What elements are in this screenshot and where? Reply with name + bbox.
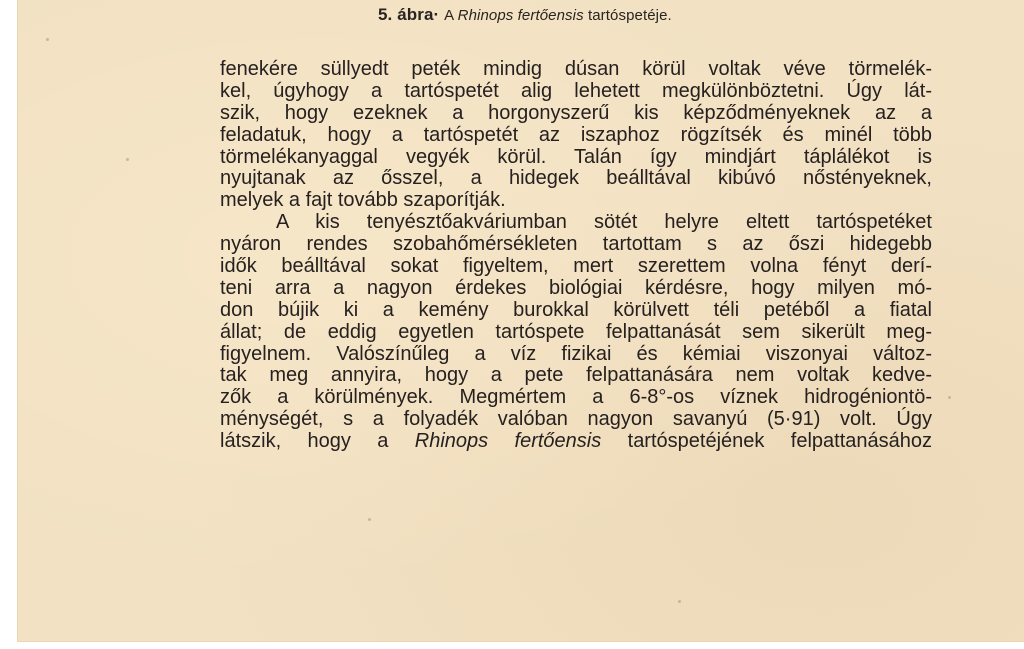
text-line: idők beálltával sokat figyeltem, mert szerettem volna fényt derí-: [220, 255, 932, 278]
text-line: állat; de eddig egyetlen tartóspete felpattanását sem sikerült meg-: [220, 320, 932, 343]
text-line: don bújik ki a kemény burokkal körülvett téli petéből a fiatal: [220, 298, 932, 321]
caption-species: Rhinops fertőensis: [457, 7, 584, 24]
final-line-species: Rhinops fertőensis: [414, 430, 602, 453]
paper-speck: [678, 600, 681, 603]
figure-caption: [378, 5, 798, 25]
paper-speck: [368, 518, 371, 521]
text-line: melyek a fajt tovább szaporítják.: [220, 189, 506, 212]
caption-prefix: A: [444, 7, 458, 24]
text-line: nyujtanak az ősszel, a hidegek beálltával kibúvó nőstényeknek,: [220, 167, 932, 190]
text-line: teni arra a nagyon érdekes biológiai kérdésre, hogy milyen mó-: [220, 276, 932, 299]
caption-rest: tartóspetéje.: [583, 7, 672, 24]
text-line: feladatuk, hogy a tartóspetét az iszaphoz rögzítsék és minél több: [220, 123, 932, 146]
paper-speck: [46, 38, 49, 41]
text-line: figyelnem. Valószínűleg a víz fizikai és kémiai viszonyai változ-: [220, 342, 932, 365]
scanned-page: [18, 0, 1024, 641]
paragraph-first-line: A kis tenyésztőakváriumban sötét helyre eltett tartóspetéket: [276, 211, 932, 234]
text-line: ménységét, s a folyadék valóban nagyon savanyú (5·91) volt. Úgy: [220, 408, 932, 431]
paper-speck: [948, 396, 951, 399]
final-line-before: látszik, hogy a: [220, 430, 415, 453]
text-line: szik, hogy ezeknek a horgonyszerű kis képződményeknek az a: [220, 101, 932, 124]
final-text-line: [220, 431, 932, 453]
final-line-after: tartóspetéjének felpattanásához: [601, 430, 932, 453]
figure-number: 5. ábra·: [378, 5, 440, 24]
text-line: fenekére süllyedt peték mindig dúsan körül voltak véve törmelék-: [220, 58, 932, 80]
body-text: [220, 59, 932, 453]
paper-speck: [126, 158, 129, 161]
text-line: tak meg annyira, hogy a pete felpattanására nem voltak kedve-: [220, 364, 932, 387]
text-line: kel, úgyhogy a tartóspetét alig lehetett megkülönböztetni. Úgy lát-: [220, 79, 932, 102]
text-line: zők a körülmények. Megmértem a 6-8°-os víznek hidrogéniontö-: [220, 386, 932, 409]
text-line: törmelékanyaggal vegyék körül. Talán így mindjárt táplálékot is: [220, 145, 932, 168]
text-line: nyáron rendes szobahőmérsékleten tartottam s az őszi hidegebb: [220, 233, 932, 256]
